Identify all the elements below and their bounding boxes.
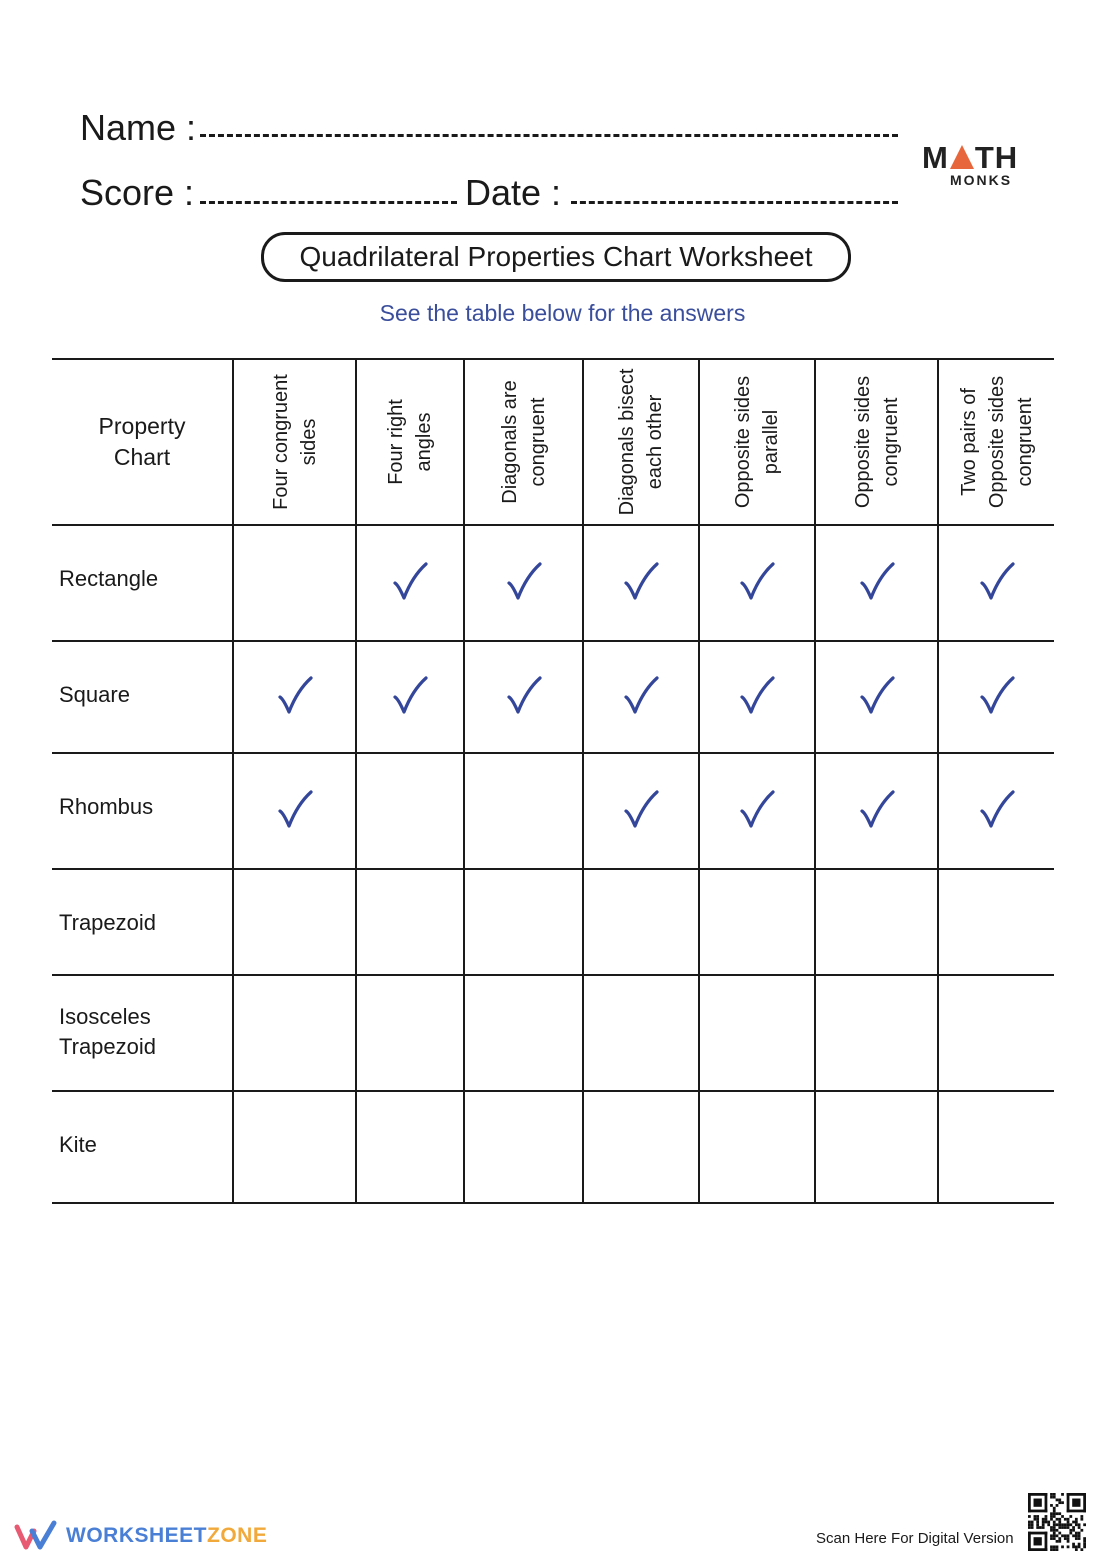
row-label: Trapezoid (52, 869, 233, 975)
score-label: Score : (80, 172, 195, 213)
table-corner-header: Property Chart (52, 359, 233, 525)
answer-cell[interactable] (938, 753, 1054, 869)
check-mark-icon (739, 789, 775, 829)
column-header: Opposite sides parallel (699, 359, 815, 525)
answer-cell[interactable] (699, 753, 815, 869)
answer-cell[interactable] (938, 869, 1054, 975)
check-mark-icon (623, 561, 659, 601)
answer-cell[interactable] (815, 753, 938, 869)
answer-cell[interactable] (583, 525, 699, 641)
score-line[interactable] (200, 201, 457, 204)
worksheet-title: Quadrilateral Properties Chart Worksheet (261, 232, 851, 282)
answer-cell[interactable] (464, 869, 583, 975)
table-row (52, 1091, 1054, 1203)
check-mark-icon (506, 675, 542, 715)
table-row (52, 641, 1054, 753)
check-mark-icon (739, 675, 775, 715)
check-mark-icon (623, 789, 659, 829)
column-header: Four congruent sides (233, 359, 356, 525)
answer-cell[interactable] (233, 1091, 356, 1203)
row-label: Kite (52, 1091, 233, 1203)
check-mark-icon (979, 675, 1015, 715)
answer-cell[interactable] (699, 869, 815, 975)
answer-cell[interactable] (233, 975, 356, 1091)
answer-cell[interactable] (464, 753, 583, 869)
answer-cell[interactable] (464, 525, 583, 641)
answer-cell[interactable] (583, 869, 699, 975)
answer-cell[interactable] (583, 975, 699, 1091)
row-label: Rhombus (52, 753, 233, 869)
row-label: Isosceles Trapezoid (52, 975, 233, 1091)
answer-cell[interactable] (356, 641, 464, 753)
answer-cell[interactable] (464, 641, 583, 753)
answer-cell[interactable] (938, 975, 1054, 1091)
date-label: Date : (465, 172, 562, 213)
table-row (52, 869, 1054, 975)
table-row (52, 975, 1054, 1091)
answer-cell[interactable] (356, 869, 464, 975)
date-line[interactable] (571, 201, 898, 204)
check-mark-icon (739, 561, 775, 601)
table-row (52, 753, 1054, 869)
answer-cell[interactable] (699, 525, 815, 641)
properties-table (52, 358, 1054, 1204)
logo-wordmark: M TH (922, 140, 1019, 175)
answer-cell[interactable] (233, 753, 356, 869)
answer-cell[interactable] (356, 525, 464, 641)
answer-cell[interactable] (938, 1091, 1054, 1203)
answer-cell[interactable] (815, 869, 938, 975)
answer-cell[interactable] (356, 753, 464, 869)
answer-cell[interactable] (815, 641, 938, 753)
answer-cell[interactable] (233, 869, 356, 975)
answer-cell[interactable] (356, 975, 464, 1091)
column-header: Diagonals bisect each other (583, 359, 699, 525)
answer-cell[interactable] (815, 975, 938, 1091)
answer-cell[interactable] (583, 753, 699, 869)
name-label: Name : (80, 107, 197, 148)
column-header: Two pairs of Opposite sides congruent (938, 359, 1054, 525)
answer-note: See the table below for the answers (379, 300, 746, 326)
answer-cell[interactable] (464, 975, 583, 1091)
worksheetzone-icon (14, 1519, 60, 1553)
row-label: Square (52, 641, 233, 753)
answer-cell[interactable] (583, 641, 699, 753)
triangle-icon (950, 145, 974, 169)
table-row (52, 525, 1054, 641)
logo-subtext: MONKS (950, 172, 1013, 188)
answer-cell[interactable] (938, 641, 1054, 753)
check-mark-icon (277, 789, 313, 829)
answer-cell[interactable] (233, 525, 356, 641)
answer-cell[interactable] (464, 1091, 583, 1203)
check-mark-icon (277, 675, 313, 715)
answer-cell[interactable] (583, 1091, 699, 1203)
qr-code-icon[interactable] (1028, 1493, 1086, 1551)
column-header: Opposite sides congruent (815, 359, 938, 525)
check-mark-icon (392, 561, 428, 601)
table-header-row (52, 359, 1054, 525)
name-line[interactable] (200, 134, 898, 137)
check-mark-icon (859, 561, 895, 601)
check-mark-icon (979, 789, 1015, 829)
check-mark-icon (623, 675, 659, 715)
check-mark-icon (392, 675, 428, 715)
column-header: Diagonals are congruent (464, 359, 583, 525)
answer-cell[interactable] (699, 1091, 815, 1203)
check-mark-icon (859, 675, 895, 715)
math-monks-logo (922, 142, 1026, 192)
answer-cell[interactable] (356, 1091, 464, 1203)
answer-cell[interactable] (699, 975, 815, 1091)
column-header: Four right angles (356, 359, 464, 525)
check-mark-icon (979, 561, 1015, 601)
worksheetzone-logo (14, 1516, 267, 1556)
row-label: Rectangle (52, 525, 233, 641)
scan-caption: Scan Here For Digital Version (816, 1530, 1014, 1547)
answer-cell[interactable] (699, 641, 815, 753)
worksheetzone-wordmark: WORKSHEETZONE (66, 1524, 268, 1547)
answer-cell[interactable] (233, 641, 356, 753)
answer-cell[interactable] (815, 525, 938, 641)
check-mark-icon (859, 789, 895, 829)
check-mark-icon (506, 561, 542, 601)
answer-cell[interactable] (815, 1091, 938, 1203)
answer-cell[interactable] (938, 525, 1054, 641)
